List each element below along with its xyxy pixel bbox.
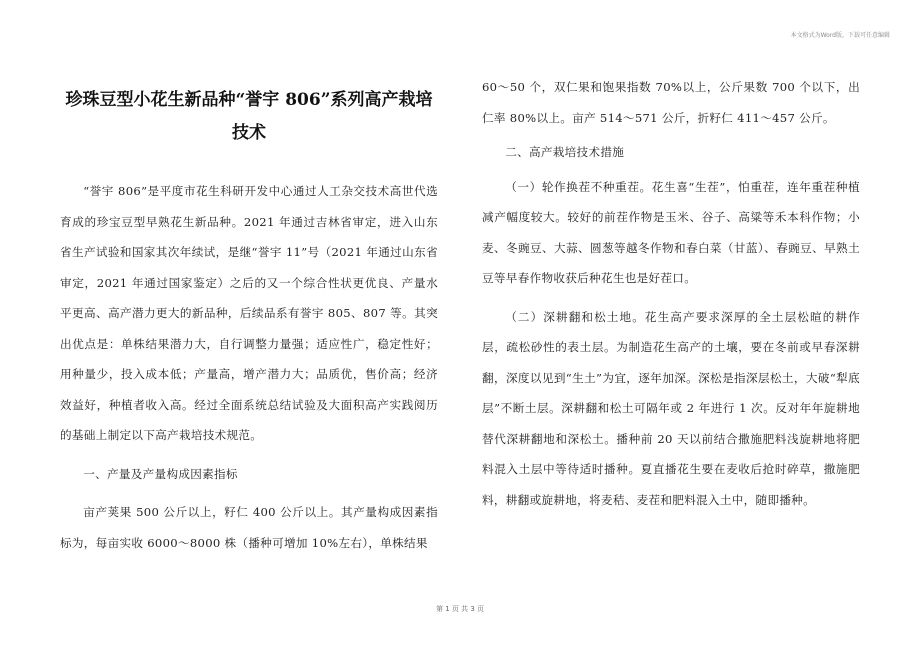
tillage-paragraph: （二）深耕翻和松土地。花生高产要求深厚的全土层松暄的耕作层，疏松砂性的表土层。为制造花生高产的土壤，要在冬前或早春深耕翻，深度以见到“生土”为宜，逐年加深。深松是指深层松土，大破“犁底层”不断土层。深耕翻和松土可隔年或 2 年进行 1 次。反对年年旋耕地替代深耕翻地和深松土。播种前 20 天以前结合撒施肥料浅旋耕地将肥料混入土层中等待适时播种。夏直播花生要在麦收后抢时碎草，撒施肥料，耕翻或旋耕地，将麦秸、麦茬和肥料混入土中，随即播种。 [482,309,860,507]
section-heading-techniques: 二、高产栽培技术措施 [505,145,625,159]
intro-paragraph: “誉宇 806”是平度市花生科研开发中心通过人工杂交技术高世代选育成的珍宝豆型早熟花生新品种。2021 年通过吉林省审定，进入山东省生产试验和国家其次年续试，是继“誉宇 11”号（2021 年通过山东省审定，2021 年通过国家鉴定）之后的又一个综合性状更优良、产量水平更高、高产潜力更大的新品种，后续品系有誉宇 805、807 等。其突出优点是：单株结果潜力大，自行调整力量强；适应性广，稳定性好；用种量少，投入成本低；产量高，增产潜力大；品质优，售价高；经济效益好，种植者收入高。经过全面系统总结试验及大面积高产实践阅历的基础上制定以下高产栽培技术规范。 [60,184,438,442]
page-footer: 第 1 页 共 3 页 [435,605,485,613]
document-title: 珍珠豆型小花生新品种“誉宇 806”系列高产栽培技术 [65,90,433,143]
yield-paragraph: 亩产荚果 500 公斤以上，籽仁 400 公斤以上。其产量构成因素指标为，每亩实收 6000～8000 株（播种可增加 10%左右），单株结果 [60,505,438,550]
watermark-text: 本文格式为Word版，下载可任意编辑 [790,32,890,39]
left-column [60,72,438,558]
right-column [482,72,860,515]
section-heading-yield: 一、产量及产量构成因素指标 [83,466,238,481]
rotation-paragraph: （一）轮作换茬不种重茬。花生喜“生茬”，怕重茬，连年重茬种植减产幅度较大。较好的前茬作物是玉米、谷子、高粱等禾本科作物；小麦、冬豌豆、大蒜、圆葱等越冬作物和春白菜（甘蓝）、春豌豆、早熟土豆等早春作物收获后种花生也是好茬口。 [482,179,860,285]
continued-paragraph: 60～50 个，双仁果和饱果指数 70%以上，公斤果数 700 个以下，出仁率 80%以上。亩产 514～571 公斤，折籽仁 411～457 公斤。 [482,80,860,125]
